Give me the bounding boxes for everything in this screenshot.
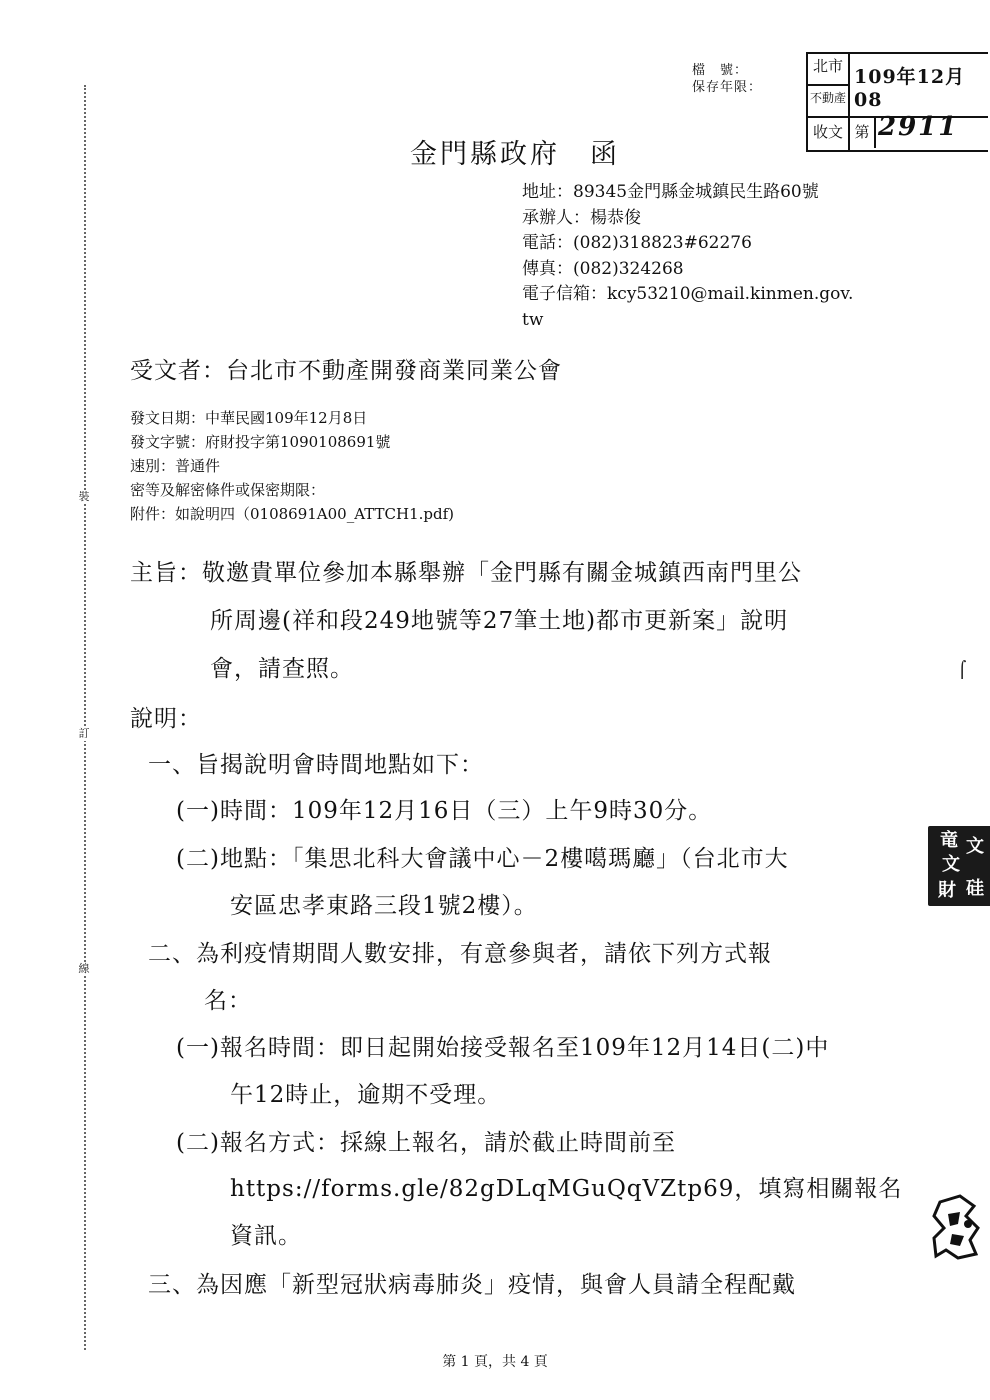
recipient: 受文者：台北市不動產開發商業同業公會 bbox=[130, 358, 562, 384]
explanation-item-2-2: (二)報名方式：採線上報名，請於截止時間前至 bbox=[176, 1130, 676, 1156]
explanation-item-2-2-end: 資訊。 bbox=[230, 1223, 302, 1249]
receipt-stamp bbox=[806, 52, 988, 152]
stamp-number: 2911 bbox=[878, 112, 959, 142]
scan-mark: ⌠ bbox=[958, 660, 967, 679]
margin-mark-line: 線 bbox=[76, 962, 92, 976]
stamp-org-mid: 不動產 bbox=[809, 91, 846, 105]
page-footer: 第 1 頁，共 4 頁 bbox=[442, 1354, 548, 1370]
explanation-item-2-cont: 名： bbox=[204, 988, 252, 1014]
explanation-item-3: 三、為因應「新型冠狀病毒肺炎」疫情，與會人員請全程配戴 bbox=[148, 1272, 796, 1298]
explanation-item-1-2: (二)地點：「集思北科大會議中心－2樓噶瑪廳」（台北市大 bbox=[176, 846, 789, 872]
attachment: 附件：如說明四（0108691A00_ATTCH1.pdf) bbox=[130, 505, 455, 523]
stamp-number-prefix: 第 bbox=[850, 116, 876, 148]
contact-email: 電子信箱：kcy53210@mail.kinmen.gov. bbox=[522, 284, 854, 304]
stamp-date: 109年12月08 bbox=[854, 66, 966, 111]
explanation-item-1-1: (一)時間：109年12月16日（三）上午9時30分。 bbox=[176, 798, 713, 824]
subject-line-3: 會，請查照。 bbox=[210, 656, 354, 682]
explanation-item-2-1: (一)報名時間：即日起開始接受報名至109年12月14日(二)中 bbox=[176, 1035, 830, 1061]
archive-labels bbox=[692, 62, 762, 96]
document-title: 金門縣政府 函 bbox=[410, 139, 620, 170]
retention-label: 保存年限： bbox=[692, 80, 763, 95]
secrecy-level: 密等及解密條件或保密期限： bbox=[130, 481, 326, 499]
contact-block bbox=[522, 180, 853, 333]
delivery-speed: 速別：普通件 bbox=[130, 457, 221, 475]
explanation-item-2-1-cont: 午12時止，逾期不受理。 bbox=[230, 1082, 502, 1108]
explanation-item-2: 二、為利疫情期間人數安排，有意參與者，請依下列方式報 bbox=[148, 941, 772, 967]
issue-number: 發文字號：府財投字第1090108691號 bbox=[130, 433, 391, 451]
margin-mark-bind: 裝 bbox=[76, 490, 92, 504]
explanation-heading: 說明： bbox=[130, 706, 202, 732]
document-meta bbox=[130, 406, 454, 526]
margin-mark-staple: 訂 bbox=[76, 727, 92, 741]
explanation-item-1: 一、旨揭說明會時間地點如下： bbox=[148, 752, 484, 778]
issue-date: 發文日期：中華民國109年12月8日 bbox=[130, 409, 368, 427]
ink-stamp-fragment bbox=[930, 1194, 982, 1262]
subject-line-2: 所周邊(祥和段249地號等27筆土地)都市更新案」說明 bbox=[210, 608, 789, 634]
contact-address: 地址：89345金門縣金城鎮民生路60號 bbox=[522, 182, 819, 202]
contact-phone: 電話：(082)318823#62276 bbox=[522, 233, 752, 253]
stamp-org-top: 北市 bbox=[812, 57, 843, 75]
seal-stamp-fragment: 竜 文 文 財 硅 bbox=[928, 826, 990, 906]
binding-margin-line bbox=[84, 85, 86, 1350]
stamp-org-bottom: 收文 bbox=[812, 123, 843, 141]
contact-email-cont: tw bbox=[522, 309, 544, 330]
subject-line-1: 主旨：敬邀貴單位參加本縣舉辦「金門縣有關金城鎮西南門里公 bbox=[130, 560, 802, 586]
explanation-item-1-2-cont: 安區忠孝東路三段1號2樓）。 bbox=[230, 893, 538, 919]
contact-handler: 承辦人：楊恭俊 bbox=[522, 207, 641, 228]
contact-fax: 傳真：(082)324268 bbox=[522, 258, 684, 279]
registration-link[interactable]: https://forms.gle/82gDLqMGuQqVZtp69，填寫相關報名 bbox=[230, 1176, 903, 1202]
file-number-label: 檔 號： bbox=[692, 63, 749, 78]
